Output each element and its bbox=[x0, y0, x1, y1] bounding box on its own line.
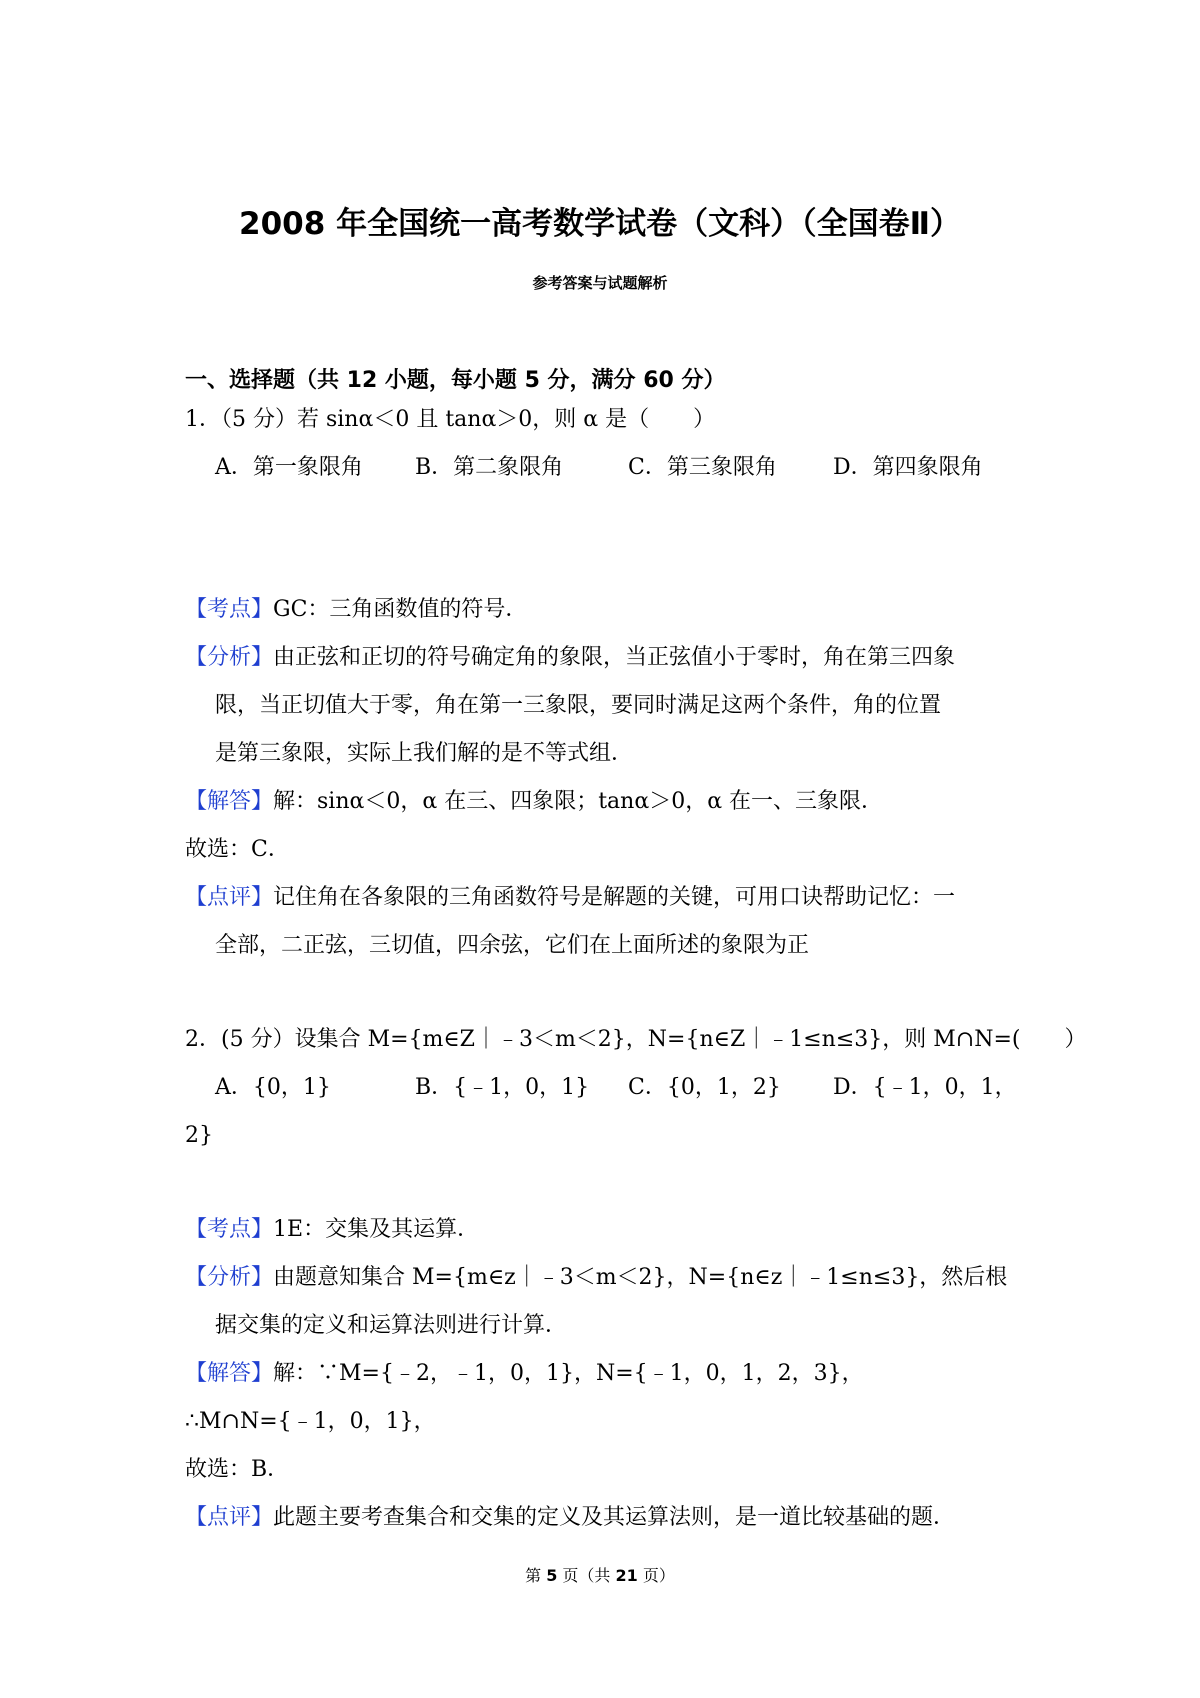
footer-page-number: 5 bbox=[546, 1566, 558, 1585]
q2-option-d: D．{﹣1，0，1， bbox=[833, 1075, 1017, 1100]
q1-fenxi bbox=[185, 643, 955, 673]
kaodian-text: GC：三角函数值的符号． bbox=[273, 597, 528, 622]
jieda-text: 解：∵M={﹣2，﹣1，0，1}，N={﹣1，0，1，2，3}， bbox=[273, 1361, 864, 1386]
fenxi-tag: 【分析】 bbox=[185, 645, 274, 670]
q1-dianping-line-2: 全部，二正弦，三切值，四余弦，它们在上面所述的象限为正 bbox=[215, 933, 810, 958]
jieda-tag: 【解答】 bbox=[185, 1361, 274, 1386]
page-title: 2008 年全国统一高考数学试卷（文科）（全国卷Ⅱ） bbox=[239, 206, 961, 242]
q1-dianping bbox=[185, 883, 955, 913]
footer-mid: 页（共 bbox=[562, 1566, 611, 1585]
kaodian-text: 1E：交集及其运算． bbox=[273, 1217, 480, 1242]
kaodian-tag: 【考点】 bbox=[185, 1217, 274, 1242]
dianping-text: 记住角在各象限的三角函数符号是解题的关键，可用口诀帮助记忆：一 bbox=[273, 885, 956, 910]
q2-answer: 故选：B． bbox=[185, 1457, 290, 1482]
q1-answer: 故选：C． bbox=[185, 837, 290, 862]
page-subtitle: 参考答案与试题解析 bbox=[532, 274, 668, 292]
q1-kaodian bbox=[185, 595, 527, 625]
page-footer bbox=[0, 1563, 1200, 1586]
fenxi-text: 由题意知集合 M={m∈z｜﹣3＜m＜2}，N={n∈z｜﹣1≤n≤3}，然后根 bbox=[273, 1265, 1008, 1290]
q2-option-d-continued: 2} bbox=[185, 1123, 213, 1148]
q1-option-c: C．第三象限角 bbox=[628, 455, 777, 480]
jieda-text: 解：sinα＜0，α 在三、四象限；tanα＞0，α 在一、三象限． bbox=[273, 789, 884, 814]
jieda-tag: 【解答】 bbox=[185, 789, 274, 814]
q2-therefore: ∴M∩N={﹣1，0，1}， bbox=[185, 1409, 436, 1434]
q2-option-b: B．{﹣1，0，1} bbox=[415, 1075, 590, 1100]
fenxi-tag: 【分析】 bbox=[185, 1265, 274, 1290]
q1-jieda bbox=[185, 787, 883, 817]
q1-option-d: D．第四象限角 bbox=[833, 455, 983, 480]
q2-jieda bbox=[185, 1359, 864, 1389]
q2-stem: 2．(5 分）设集合 M={m∈Z｜﹣3＜m＜2}，N={n∈Z｜﹣1≤n≤3}，则 M∩N=( ） bbox=[185, 1027, 1087, 1052]
q2-kaodian bbox=[185, 1215, 479, 1245]
footer-total-pages: 21 bbox=[615, 1566, 638, 1585]
q1-option-b: B．第二象限角 bbox=[415, 455, 564, 480]
q1-option-a: A．第一象限角 bbox=[215, 455, 363, 480]
footer-prefix: 第 bbox=[525, 1566, 542, 1585]
fenxi-text: 由正弦和正切的符号确定角的象限，当正弦值小于零时，角在第三四象 bbox=[273, 645, 956, 670]
dianping-tag: 【点评】 bbox=[185, 885, 274, 910]
footer-suffix: 页） bbox=[642, 1566, 675, 1585]
q2-option-a: A．{0，1} bbox=[215, 1075, 331, 1100]
q1-fenxi-line-2: 限，当正切值大于零，角在第一三象限，要同时满足这两个条件，角的位置 bbox=[215, 693, 942, 718]
kaodian-tag: 【考点】 bbox=[185, 597, 274, 622]
q1-fenxi-line-3: 是第三象限，实际上我们解的是不等式组． bbox=[215, 741, 634, 766]
q2-option-c: C．{0，1，2} bbox=[628, 1075, 781, 1100]
q1-stem: 1．（5 分）若 sinα＜0 且 tanα＞0，则 α 是（ ） bbox=[185, 407, 716, 432]
dianping-text: 此题主要考查集合和交集的定义及其运算法则，是一道比较基础的题． bbox=[273, 1505, 956, 1530]
q2-fenxi-line-2: 据交集的定义和运算法则进行计算． bbox=[215, 1313, 568, 1338]
section-heading: 一、选择题（共 12 小题，每小题 5 分，满分 60 分） bbox=[185, 368, 726, 393]
q2-fenxi bbox=[185, 1263, 1007, 1293]
dianping-tag: 【点评】 bbox=[185, 1505, 274, 1530]
q2-dianping bbox=[185, 1503, 955, 1533]
